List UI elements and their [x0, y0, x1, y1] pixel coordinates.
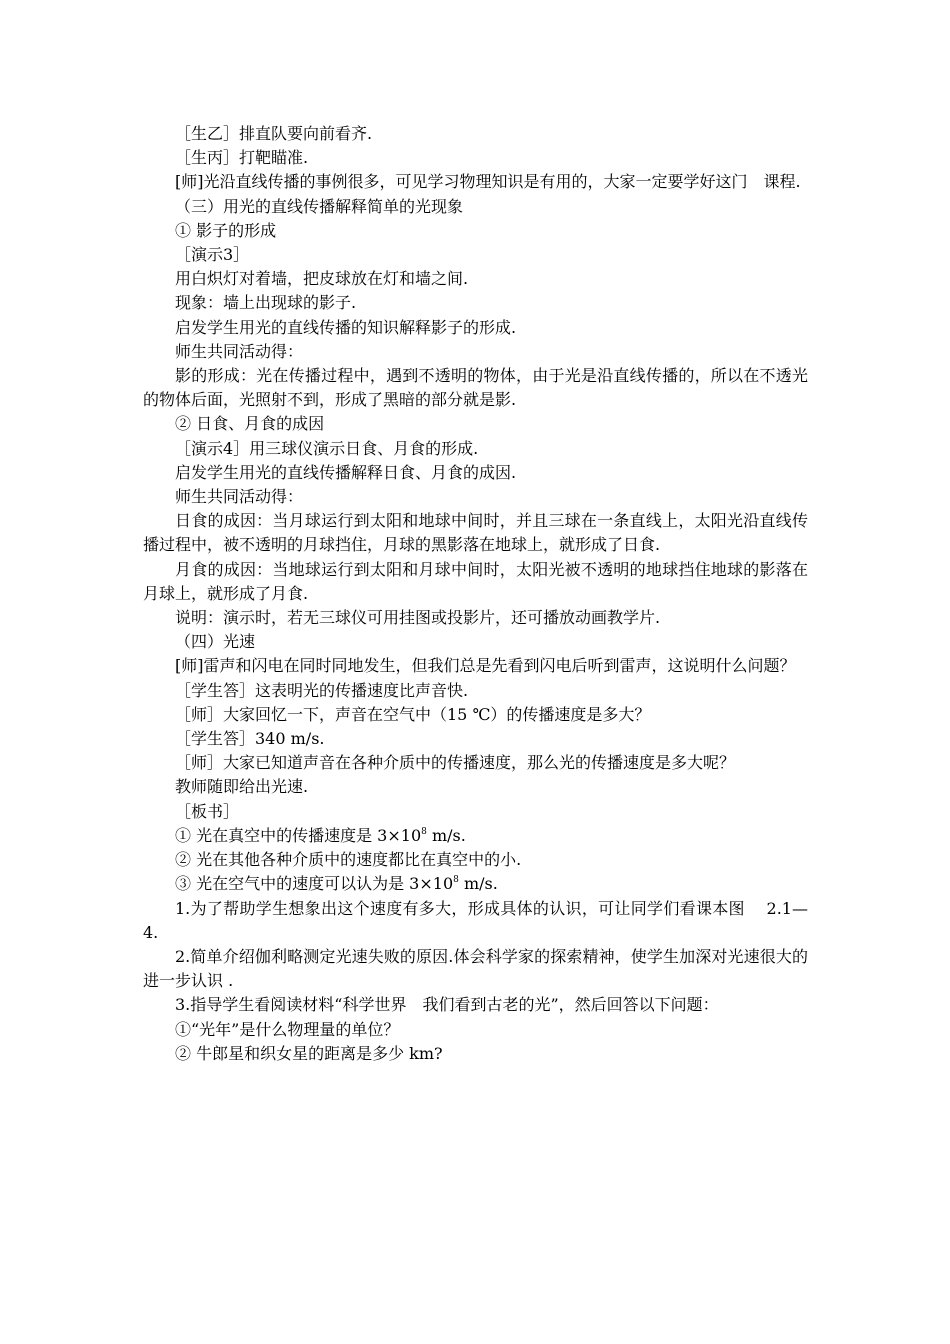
dialogue-student-b: ［生乙］排直队要向前看齐.: [175, 124, 373, 143]
subheading-shadow: ① 影子的形成: [175, 220, 277, 240]
blackboard-label: ［板书］: [175, 801, 240, 821]
question-light-year: ①“光年”是什么物理量的单位？: [175, 1019, 400, 1039]
joint-activity-2: 师生共同活动得：: [175, 487, 304, 507]
demo-3-setup: 用白炽灯对着墙，把皮球放在灯和墙之间.: [175, 269, 469, 289]
teacher-question-light: ［师］大家已知道声音在各种介质中的传播速度，那么光的传播速度是多大呢？: [175, 753, 736, 773]
shadow-explanation: 影的形成：光在传播过程中，遇到不透明的物体，由于光是沿直线传播的，所以在不透光的物体后面，光照射不到，形成了黑暗的部分就是影.: [143, 366, 808, 410]
teacher-question-thunder: [师]雷声和闪电在同时同地发生，但我们总是先看到闪电后听到雷声，这说明什么问题？: [175, 656, 796, 676]
closing-item-1: 1.为了帮助学生想象出这个速度有多大，形成具体的认识，可让同学们看课本图 2.1—4.: [143, 898, 808, 942]
document-body: [143, 122, 808, 1066]
board-point-1-exponent: 8: [421, 826, 427, 837]
question-star-distance: ② 牛郎星和织女星的距离是多少 km?: [175, 1043, 443, 1063]
joint-activity-1: 师生共同活动得：: [175, 341, 304, 361]
student-answer-2: ［学生答］340 m/s.: [175, 729, 325, 749]
board-point-3-exponent: 8: [453, 875, 459, 886]
closing-item-3: 3.指导学生看阅读材料“科学世界 我们看到古老的光”，然后回答以下问题：: [175, 995, 719, 1015]
board-point-3-unit: m/s.: [458, 874, 498, 894]
section-heading-3: （三）用光的直线传播解释简单的光现象: [175, 196, 464, 216]
section-heading-4: （四）光速: [175, 632, 256, 652]
board-point-3-text: ③ 光在空气中的速度可以认为是 3×10: [175, 874, 454, 894]
board-point-1-text: ① 光在真空中的传播速度是 3×10: [175, 825, 422, 845]
demo-3-phenomenon: 现象：墙上出现球的影子.: [175, 293, 357, 313]
closing-item-2: 2.简单介绍伽利略测定光速失败的原因.体会科学家的探索精神，使学生加深对光速很大的进一步认识 .: [143, 946, 808, 991]
demo-4: ［演示4］用三球仪演示日食、月食的形成.: [175, 438, 479, 458]
board-point-2: ② 光在其他各种介质中的速度都比在真空中的小.: [175, 850, 522, 870]
teacher-question-sound: ［师］大家回忆一下，声音在空气中（15 ℃）的传播速度是多大？: [175, 704, 651, 724]
solar-eclipse-explanation: 日食的成因：当月球运行到太阳和地球中间时，并且三球在一条直线上，太阳光沿直线传播过程中，被不透明的月球挡住，月球的黑影落在地球上，就形成了日食.: [143, 511, 808, 555]
board-point-1-unit: m/s.: [426, 825, 466, 845]
board-point-1: [143, 824, 808, 848]
demo-3-prompt: 启发学生用光的直线传播的知识解释影子的形成.: [175, 317, 517, 337]
board-point-3: [143, 872, 808, 896]
eclipse-prompt: 启发学生用光的直线传播解释日食、月食的成因.: [175, 462, 517, 482]
demo-note: 说明：演示时，若无三球仪可用挂图或投影片，还可播放动画教学片.: [175, 608, 661, 628]
dialogue-student-c: ［生丙］打靶瞄准.: [175, 148, 309, 168]
student-answer-1: ［学生答］这表明光的传播速度比声音快.: [175, 680, 469, 700]
teacher-gives-speed: 教师随即给出光速.: [175, 777, 309, 797]
subheading-eclipse: ② 日食、月食的成因: [175, 414, 325, 434]
teacher-remark: [师]光沿直线传播的事例很多，可见学习物理知识是有用的，大家一定要学好这门 课程.: [175, 172, 801, 192]
demo-3-label: ［演示3］: [175, 245, 250, 265]
lunar-eclipse-explanation: 月食的成因：当地球运行到太阳和月球中间时，太阳光被不透明的地球挡住地球的影落在月球上，就形成了月食.: [143, 559, 808, 603]
